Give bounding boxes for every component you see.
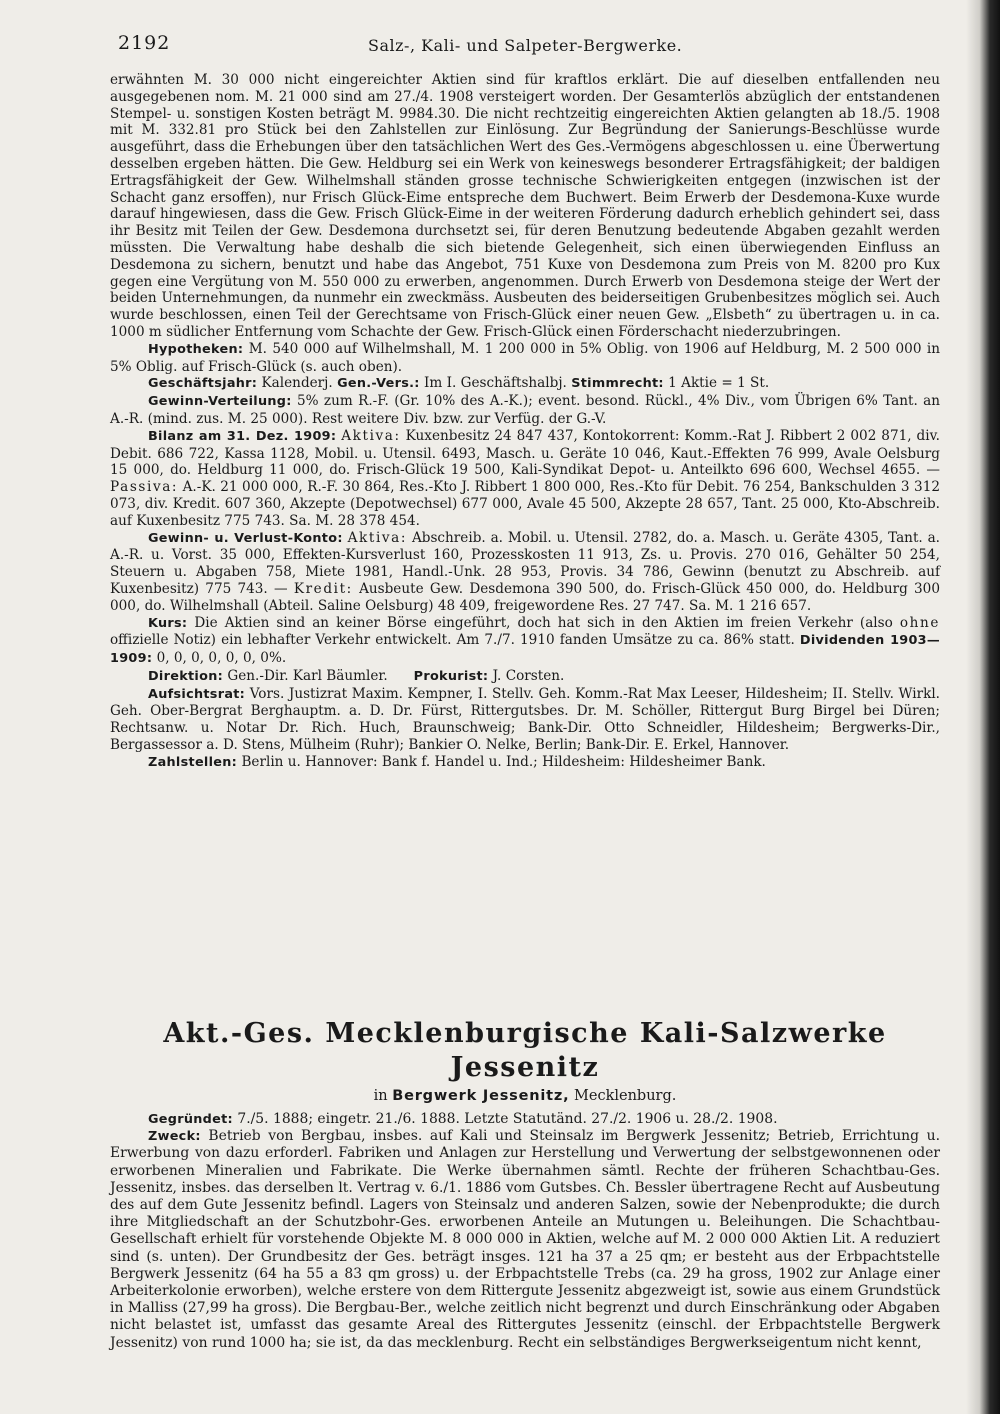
subtitle-prefix: in xyxy=(373,1088,388,1104)
bilanz-entry xyxy=(110,428,940,530)
gewinnverteilung-text: 5% zum R.-F. (Gr. 10% des A.-K.); event. besond. Rückl., 4% Div., vom Übrigen 6% Tant. an A.-R. (mind. zus. M. 25 000). Rest weitere Div. bzw. zur Verfüg. der G.-V. xyxy=(110,393,940,427)
gegruendet-entry xyxy=(110,1111,940,1128)
bilanz-passiva-text: A.-K. 21 000 000, R.-F. 30 864, Res.-Kto J. Ribbert 1 800 000, Res.-Kto für Debit. 76 254, Bankschulden 3 312 073, div. Kredit. 607 360, Akzepte (Depotwechsel) 677 000, Avale 45 500, Akzepte 28 657, Tant. 25 000, Kto-Abschreib. auf Kuxenbesitz 775 743. Sa. M. 28 378 454. xyxy=(110,479,940,529)
guv-kredit-text: Ausbeute Gew. Desdemona 390 500, do. Frisch-Glück 450 000, do. Heldburg 300 000, do. Wilhelmshall (Abteil. Saline Oelsburg) 48 409, freigewordene Res. 27 747. Sa. M. 1 216 657. xyxy=(110,580,940,614)
gewinnverteilung-label: Gewinn-Verteilung: xyxy=(148,394,292,410)
guv-entry xyxy=(110,530,940,615)
page-number: 2192 xyxy=(118,32,171,54)
aufsichtsrat-text: Vors. Justizrat Maxim. Kempner, I. Stellv. Geh. Komm.-Rat Max Leeser, Hildesheim; II. Stellv. Wirkl. Geh. Ober-Bergrat Berghauptm. a. D. Dr. Fürst, Rittergutsbes. Dr. M. Schöller, Rittergut Burg Birgel bei Düren; Rechtsanw. u. Notar Dr. Rich. Huch, Braunschweig; Bank-Dir. Otto Schneidler, Hildesheim; Bergwerks-Dir., Bergassessor a. D. Stens, Mülheim (Ruhr); Bankier O. Nelke, Berlin; Bank-Dir. E. Erkel, Hannover. xyxy=(110,685,940,754)
bilanz-aktiva-text: Kuxenbesitz 24 847 437, Kontokorrent: Komm.-Rat J. Ribbert 2 002 871, div. Debit. 686 722, Kassa 1128, Mobil. u. Utensil. 6493, Masch. u. Geräte 10 046, Kaut.-Effekten 76 999, Avale Oelsburg 15 000, do. Heldburg 11 000, do. Frisch-Glück 19 500, Kali-Syndikat Depot- u. Anteilkto 696 600, Wechsel 4655. — xyxy=(110,427,940,479)
direktion-label: Direktion: xyxy=(148,668,224,684)
gegruendet-label: Gegründet: xyxy=(148,1112,233,1127)
geschaeftsjahr-label: Geschäftsjahr: xyxy=(148,376,258,392)
gewinnverteilung-entry xyxy=(110,393,940,428)
kurs-entry xyxy=(110,615,940,668)
gegruendet-text: 7./5. 1888; eingetr. 21./6. 1888. Letzte Statutänd. 27./2. 1906 u. 28./2. 1908. xyxy=(237,1111,778,1127)
aufsichtsrat-label: Aufsichtsrat: xyxy=(148,686,246,702)
geschaeftsjahr-text: Kalenderj. xyxy=(261,375,333,392)
prokurist-text: J. Corsten. xyxy=(492,667,565,684)
zweck-label: Zweck: xyxy=(148,1129,201,1145)
bilanz-passiva-word: Passiva: xyxy=(110,479,179,496)
hypotheken-text: M. 540 000 auf Wilhelmshall, M. 1 200 000 in 5% Oblig. von 1906 auf Heldburg, M. 2 500 000 in 5% Oblig. auf Frisch-Glück (s. auch oben). xyxy=(110,340,940,375)
guv-label: Gewinn- u. Verlust-Konto: xyxy=(148,530,343,546)
section-1-body xyxy=(110,72,940,772)
dividenden-text: 0, 0, 0, 0, 0, 0, 0%. xyxy=(156,650,287,667)
company-title: Akt.-Ges. Mecklenburgische Kali-Salzwerke Jessenitz xyxy=(163,1018,887,1083)
stimmrecht-label: Stimmrecht: xyxy=(571,376,664,392)
guv-kredit-word: Kredit: xyxy=(293,580,353,597)
kurs-text-1: Die Aktien sind an keiner Börse eingeführt, doch hat sich in den Aktien im freien Verkehr (also xyxy=(194,614,893,631)
bilanz-aktiva-word: Aktiva: xyxy=(341,427,401,444)
subtitle-place: Bergwerk Jessenitz, xyxy=(392,1088,570,1104)
aufsichtsrat-entry xyxy=(110,686,940,754)
direktion-text: Gen.-Dir. Karl Bäumler. xyxy=(227,667,388,684)
direktion-entry xyxy=(110,668,940,686)
prokurist-label: Prokurist: xyxy=(413,668,489,684)
zweck-text: Betrieb von Bergbau, insbes. auf Kali und Steinsalz im Bergwerk Jessenitz; Betrieb, Errichtung u. Erwerbung von dazu erforderl. Fabriken und Anlagen zur Herstellung und Verwertung der selbstgewonnenen oder erworbenen Mineralien und Fabrikate. Die Werke übernahmen sämtl. Rechte der früheren Schachtbau-Ges. Jessenitz, insbes. das derselben lt. Vertrag v. 6./1. 1886 vom Gutsbes. Ch. Bessler übertragene Recht auf Ausbeutung des auf dem Gute Jessenitz befindl. Lagers von Steinsalz und anderen Salzen, sowie der Nebenprodukte; die durch ihre Mitgliedschaft an der Schutzbohr-Ges. erworbenen Anteile an Mutungen u. Beleihungen. Die Schachtbau-Gesellschaft erhielt für vorstehende Objekte M. 8 000 000 in Aktien, welche auf M. 2 000 000 Aktien Lit. A reduziert sind (s. unten). Der Grundbesitz der Ges. beträgt insges. 121 ha 37 a 25 qm; er besteht aus der Erbpachtstelle Bergwerk Jessenitz (64 ha 55 a 83 qm gross) u. der Erbpachtstelle Trebs (ca. 29 ha gross, 1902 zur Anlage einer Arbeiterkolonie erworben), welche erstere von dem Rittergute Jessenitz abgezweigt ist, sowie aus einem Grundstück in Malliss (27,99 ha gross). Die Bergbau-Ber., welche zeitlich nicht begrenzt und durch Einschränkung oder Abgaben nicht belastet ist, umfasst das gesamte Areal des Rittergutes Jessenitz (einschl. der Erbpachtstelle Bergwerk Jessenitz) von rund 1000 ha; sie ist, da das mecklenburg. Recht ein selbständiges Bergwerkseigentum nicht kennt, xyxy=(110,1128,940,1351)
kurs-ohne: ohne xyxy=(899,614,940,631)
hypotheken-label: Hypotheken: xyxy=(148,341,244,357)
kurs-label: Kurs: xyxy=(148,615,188,631)
kurs-text-2: offizielle Notiz) ein lebhafter Verkehr entwickelt. Am 7./7. 1910 fanden Umsätze zu ca. 86% statt. xyxy=(110,632,795,649)
dividenden-label: Dividenden 1903—1909: xyxy=(110,633,940,667)
genvers-text: Im I. Geschäftshalbj. xyxy=(424,375,567,392)
running-title: Salz-, Kali- und Salpeter-Bergwerke. xyxy=(368,36,683,55)
hypotheken-entry xyxy=(110,341,940,376)
meta-entry xyxy=(110,375,940,393)
zahlstellen-label: Zahlstellen: xyxy=(148,754,238,770)
guv-aktiva-text: Abschreib. a. Mobil. u. Utensil. 2782, do. a. Masch. u. Geräte 4305, Tant. a. A.-R. u. Vorst. 35 000, Effekten-Kursverlust 160, Prozesskosten 11 913, Zs. u. Provis. 270 016, Gehälter 50 254, Steuern u. Abgaben 758, Miete 1981, Handl.-Unk. 28 953, Provis. 34 786, Gewinn (benutzt zu Abschreib. auf Kuxenbesitz) 775 743. — xyxy=(110,529,941,597)
scan-edge-shadow xyxy=(966,0,1000,1414)
section-2-body xyxy=(110,1111,940,1352)
zweck-entry xyxy=(110,1128,940,1352)
company-subtitle xyxy=(110,1087,940,1105)
zahlstellen-text: Berlin u. Hannover: Bank f. Handel u. Ind.; Hildesheim: Hildesheimer Bank. xyxy=(241,753,766,770)
page-header xyxy=(110,28,940,58)
stimmrecht-text: 1 Aktie = 1 St. xyxy=(668,375,770,392)
guv-aktiva-word: Aktiva: xyxy=(347,529,408,546)
zahlstellen-entry xyxy=(110,754,940,772)
genvers-label: Gen.-Vers.: xyxy=(337,376,420,392)
subtitle-region: Mecklenburg. xyxy=(574,1088,677,1104)
bilanz-label: Bilanz am 31. Dez. 1909: xyxy=(148,428,337,444)
company-section xyxy=(110,1017,940,1352)
intro-paragraph: erwähnten M. 30 000 nicht eingereichter Aktien sind für kraftlos erklärt. Die auf dieselben entfallenden neu ausgegebenen nom. M. 21 000 sind am 27./4. 1908 versteigert worden. Der Gesamterlös abzüglich der entstandenen Stempel- u. sonstigen Kosten beträgt M. 9984.30. Die nicht rechtzeitig eingereichten Aktien gelangten ab 18./5. 1908 mit M. 332.81 pro Stück bei den Zahlstellen zur Einlösung. Zur Begründung der Sanierungs-Beschlüsse wurde ausgeführt, dass die Erhebungen über den tatsächlichen Wert des Ges.-Vermögens abgeschlossen u. eine Überwertung desselben ergeben hätten. Die Gew. Heldburg sei ein Werk von keineswegs besonderer Ertragsfähigkeit; der baldigen Ertragsfähigkeit der Gew. Wilhelmshall ständen grosse technische Schwierigkeiten entgegen (inzwischen ist der Schacht ganz ersoffen), nur Frisch Glück-Eime entspreche dem Buchwert. Beim Erwerb der Desdemona-Kuxe wurde darauf hingewiesen, dass die Gew. Frisch Glück-Eime in der weiteren Förderung dadurch erheblich gehindert sei, dass ihr Besitz mit Teilen der Gew. Desdemona durchsetzt sei, für deren Benutzung bedeutende Abgaben gezahlt werden müssten. Die Verwaltung habe deshalb die sich bietende Gelegenheit, sich einen überwiegenden Einfluss an Desdemona zu sichern, benutzt und habe das Angebot, 751 Kuxe von Desdemona zum Preis von M. 8200 pro Kux gegen eine Vergütung von M. 550 000 zu erwerben, angenommen. Durch Erwerb von Desdemona steige der Wert der beiden Unternehmungen, da nunmehr ein zweckmäss. Ausbeuten des beiderseitigen Grubenbesitzes möglich sei. Auch wurde beschlossen, einen Teil der Gerechtsame von Frisch-Glück einer neuen Gew. „Elsbeth“ zu übertragen u. in ca. 1000 m südlicher Entfernung vom Schachte der Gew. Frisch-Glück einen Förderschacht niederzubringen. xyxy=(110,72,940,340)
